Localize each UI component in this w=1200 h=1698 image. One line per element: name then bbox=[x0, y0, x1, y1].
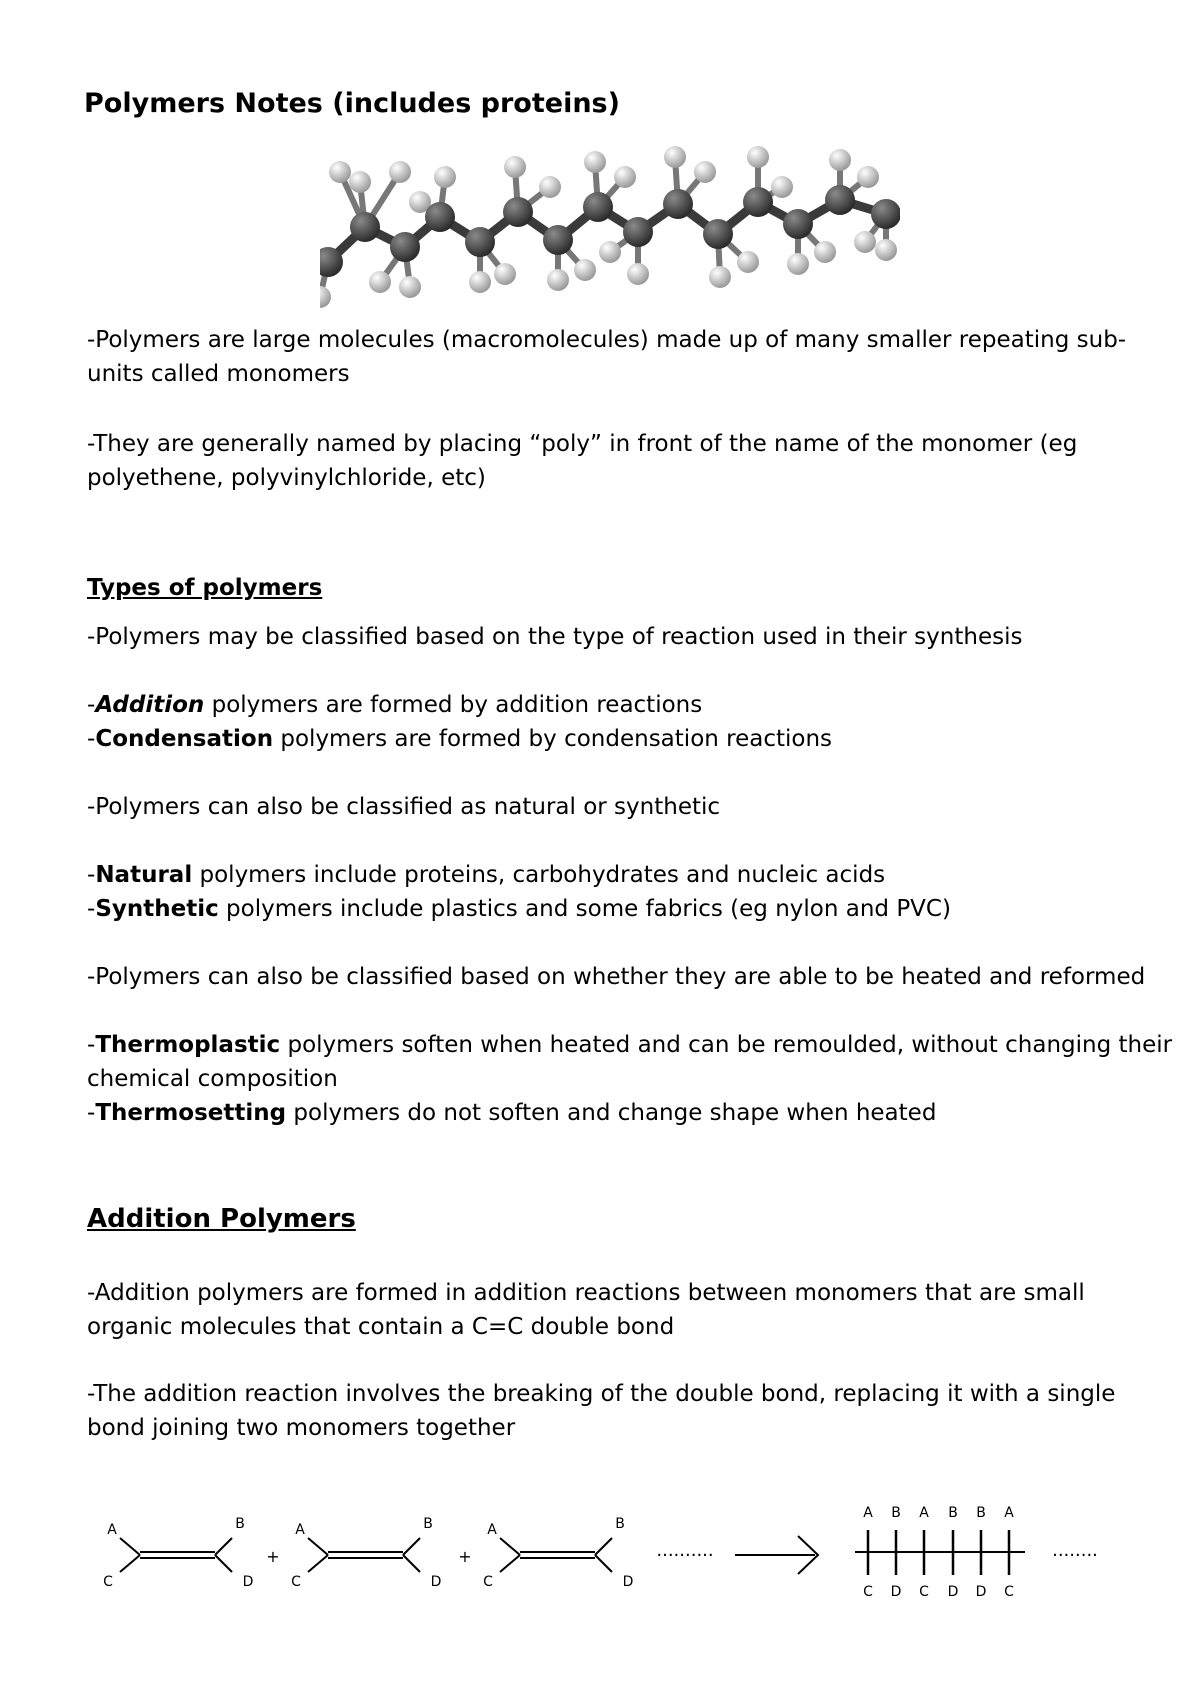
thermoplastic-definition bbox=[87, 1028, 1173, 1062]
chain-top-label: B bbox=[948, 1505, 958, 1521]
bond-line bbox=[500, 1555, 520, 1572]
hydrogen-atom bbox=[599, 241, 621, 263]
hydrogen-atom bbox=[694, 161, 716, 183]
carbon-atom bbox=[350, 212, 380, 242]
page-title: Polymers Notes (includes proteins) bbox=[84, 88, 620, 119]
addition-definition bbox=[87, 688, 1147, 722]
condensation-rest: polymers are formed by condensation reactions bbox=[273, 726, 833, 752]
thermoplastic-line2: chemical composition bbox=[87, 1066, 338, 1092]
hydrogen-atom bbox=[369, 271, 391, 293]
hydrogen-atom bbox=[664, 146, 686, 168]
carbon-atom bbox=[543, 225, 573, 255]
carbon-atom bbox=[825, 185, 855, 215]
plus-sign: + bbox=[458, 1547, 472, 1566]
hydrogen-atom bbox=[747, 146, 769, 168]
condensation-definition bbox=[87, 722, 1147, 756]
carbon-atom bbox=[390, 232, 420, 262]
chain-dots: ........ bbox=[1052, 1540, 1098, 1561]
carbon-atom bbox=[465, 227, 495, 257]
bond-line bbox=[595, 1538, 612, 1555]
chain-bottom-label: C bbox=[1004, 1584, 1014, 1600]
bond-line bbox=[308, 1555, 328, 1572]
chain-bottom-label: D bbox=[975, 1584, 987, 1600]
hydrogen-atom bbox=[320, 286, 331, 308]
addition-p2-line1: -The addition reaction involves the breaking of the double bond, replacing it with a single bbox=[87, 1381, 1116, 1407]
bond-line bbox=[308, 1538, 328, 1555]
hydrogen-atom bbox=[329, 161, 351, 183]
chain-top-label: A bbox=[863, 1505, 873, 1521]
intro-p1-line2: units called monomers bbox=[87, 361, 350, 387]
bond-line bbox=[215, 1538, 232, 1555]
synthetic-term: Synthetic bbox=[95, 896, 219, 922]
chain-bottom-label: D bbox=[947, 1584, 959, 1600]
bond-line bbox=[403, 1538, 420, 1555]
intro-p2-line1: -They are generally named by placing “poly” in front of the name of the monomer (eg bbox=[87, 431, 1078, 457]
dash: - bbox=[87, 1100, 96, 1126]
chain-bottom-label: C bbox=[919, 1584, 929, 1600]
label-d: D bbox=[430, 1574, 442, 1590]
carbon-atom bbox=[703, 219, 733, 249]
bond-line bbox=[120, 1538, 140, 1555]
carbon-atom bbox=[583, 192, 613, 222]
bond-line bbox=[595, 1555, 612, 1572]
chain-bottom-label: C bbox=[863, 1584, 873, 1600]
hydrogen-atom bbox=[399, 276, 421, 298]
intro-p2-line2: polyethene, polyvinylchloride, etc) bbox=[87, 465, 486, 491]
dash: - bbox=[87, 1032, 96, 1058]
condensation-term: Condensation bbox=[95, 726, 274, 752]
hydrogen-atom bbox=[709, 266, 731, 288]
label-b: B bbox=[235, 1516, 245, 1532]
hydrogen-atom bbox=[737, 251, 759, 273]
label-d: D bbox=[242, 1574, 254, 1590]
addition-term: Addition bbox=[95, 692, 205, 718]
carbon-atom bbox=[503, 197, 533, 227]
hydrogen-atom bbox=[539, 176, 561, 198]
bond-line bbox=[120, 1555, 140, 1572]
types-classified-reaction: -Polymers may be classified based on the type of reaction used in their synthesis bbox=[87, 624, 1023, 650]
chain-bottom-label: D bbox=[890, 1584, 902, 1600]
dash: - bbox=[87, 726, 96, 752]
label-b: B bbox=[615, 1516, 625, 1532]
hydrogen-atom bbox=[854, 231, 876, 253]
natural-definition bbox=[87, 858, 1147, 892]
chain-top-label: A bbox=[919, 1505, 929, 1521]
hydrogen-atom bbox=[614, 166, 636, 188]
hydrogen-atom bbox=[469, 271, 491, 293]
label-c: C bbox=[103, 1574, 113, 1590]
chain-top-label: A bbox=[1004, 1505, 1014, 1521]
bond-line bbox=[215, 1555, 232, 1572]
hydrogen-atom bbox=[857, 166, 879, 188]
hydrogen-atom bbox=[829, 149, 851, 171]
carbon-atom bbox=[623, 217, 653, 247]
hydrogen-atom bbox=[494, 263, 516, 285]
thermosetting-rest: polymers do not soften and change shape when heated bbox=[286, 1100, 937, 1126]
dots: .......... bbox=[656, 1540, 714, 1561]
thermoplastic-rest: polymers soften when heated and can be remoulded, without changing their bbox=[280, 1032, 1173, 1058]
addition-p2-line2: bond joining two monomers together bbox=[87, 1415, 516, 1441]
label-d: D bbox=[622, 1574, 634, 1590]
hydrogen-atom bbox=[814, 241, 836, 263]
heated-text: -Polymers can also be classified based on whether they are able to be heated and reformed bbox=[87, 964, 1146, 990]
natural-term: Natural bbox=[95, 862, 193, 888]
dash: - bbox=[87, 896, 96, 922]
hydrogen-atom bbox=[434, 166, 456, 188]
hydrogen-atom bbox=[627, 263, 649, 285]
hydrogen-atom bbox=[349, 171, 371, 193]
carbon-atom bbox=[425, 202, 455, 232]
thermosetting-term: Thermosetting bbox=[95, 1100, 287, 1126]
bond-line bbox=[500, 1538, 520, 1555]
carbon-atom bbox=[743, 187, 773, 217]
label-b: B bbox=[423, 1516, 433, 1532]
carbon-atom bbox=[663, 189, 693, 219]
label-c: C bbox=[483, 1574, 493, 1590]
addition-polymers-heading: Addition Polymers bbox=[87, 1204, 356, 1234]
label-a: A bbox=[487, 1522, 497, 1538]
natural-synthetic-text: -Polymers can also be classified as natural or synthetic bbox=[87, 794, 721, 820]
synthetic-definition bbox=[87, 892, 1147, 926]
types-heading: Types of polymers bbox=[87, 575, 323, 601]
hydrogen-atom bbox=[574, 259, 596, 281]
addition-p1-line2: organic molecules that contain a C=C double bond bbox=[87, 1314, 675, 1340]
plus-sign: + bbox=[266, 1547, 280, 1566]
hydrogen-atom bbox=[875, 239, 897, 261]
hydrogen-atom bbox=[787, 253, 809, 275]
bond-line bbox=[403, 1555, 420, 1572]
hydrogen-atom bbox=[504, 156, 526, 178]
addition-reaction-diagram bbox=[90, 1480, 1130, 1620]
dash: - bbox=[87, 692, 96, 718]
chain-top-label: B bbox=[976, 1505, 986, 1521]
carbon-atom bbox=[871, 199, 900, 229]
synthetic-rest: polymers include plastics and some fabrics (eg nylon and PVC) bbox=[218, 896, 951, 922]
label-c: C bbox=[291, 1574, 301, 1590]
addition-p1-line1: -Addition polymers are formed in addition reactions between monomers that are small bbox=[87, 1280, 1085, 1306]
natural-rest: polymers include proteins, carbohydrates and nucleic acids bbox=[192, 862, 886, 888]
label-a: A bbox=[107, 1522, 117, 1538]
thermosetting-definition bbox=[87, 1096, 1147, 1130]
intro-p1-line1: -Polymers are large molecules (macromolecules) made up of many smaller repeating sub- bbox=[87, 327, 1127, 353]
label-a: A bbox=[295, 1522, 305, 1538]
hydrogen-atom bbox=[584, 151, 606, 173]
hydrogen-atom bbox=[771, 176, 793, 198]
carbon-atom bbox=[783, 209, 813, 239]
chain-top-label: B bbox=[891, 1505, 901, 1521]
dash: - bbox=[87, 862, 96, 888]
polymer-ball-and-stick-model bbox=[320, 132, 900, 312]
addition-rest: polymers are formed by addition reactions bbox=[204, 692, 703, 718]
hydrogen-atom bbox=[547, 269, 569, 291]
hydrogen-atom bbox=[389, 161, 411, 183]
thermoplastic-term: Thermoplastic bbox=[95, 1032, 281, 1058]
